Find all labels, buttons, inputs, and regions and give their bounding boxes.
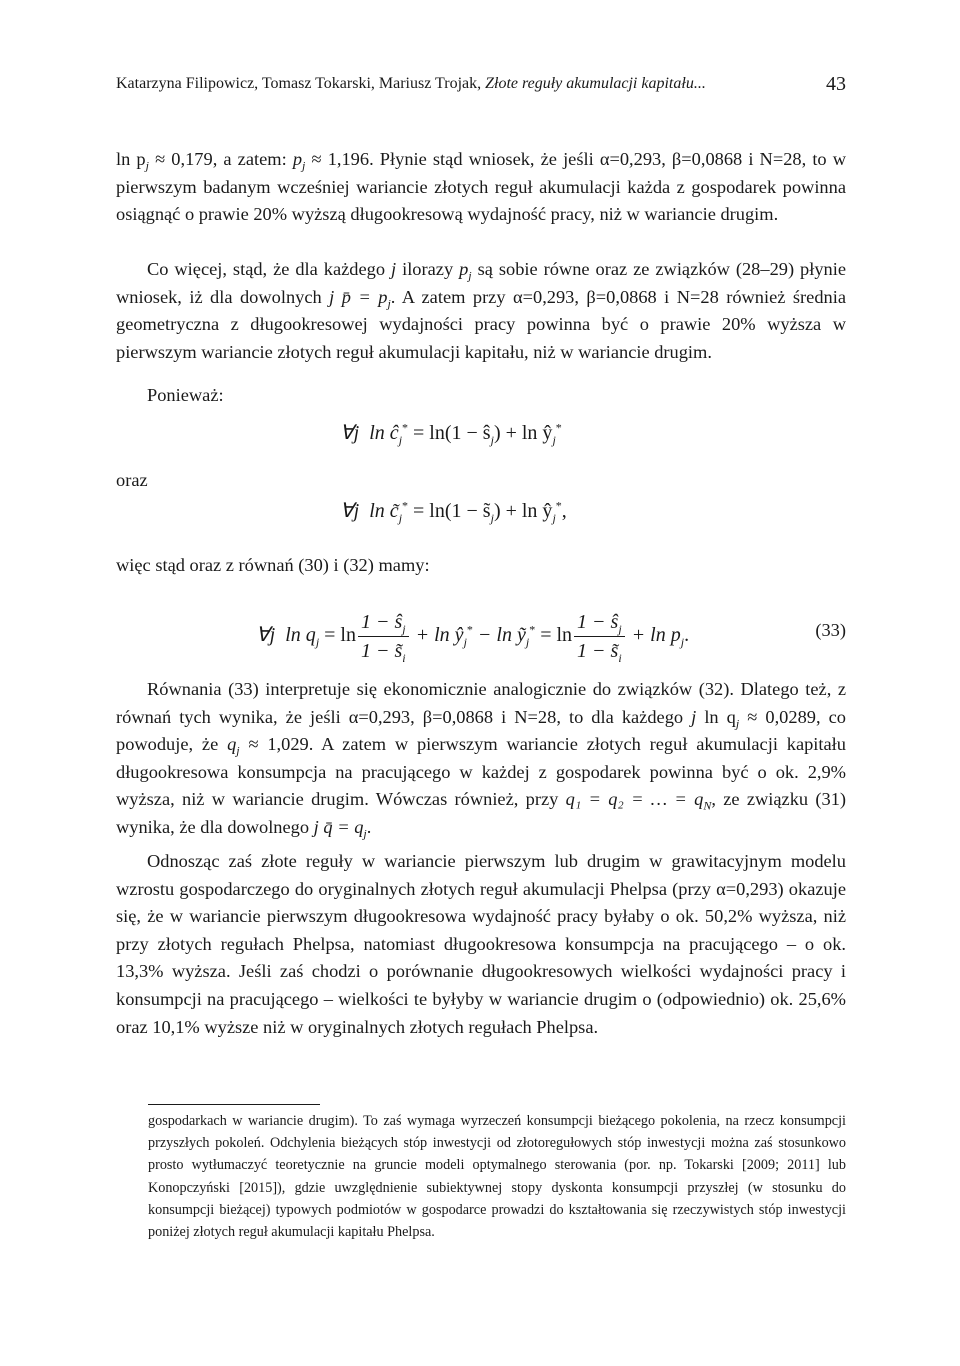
superscript: * (466, 622, 473, 637)
eq-term: ) + ln ŷ (493, 422, 553, 444)
text-run: . (366, 816, 372, 837)
formula-approx: ≈ 0,179 (155, 149, 213, 169)
subscript: j (398, 511, 403, 525)
running-header (116, 70, 846, 98)
variable-j: j (313, 816, 319, 837)
formula-approx: ≈ 1,029 (248, 734, 309, 755)
label-oraz: oraz (116, 470, 148, 490)
inline-formula (565, 789, 712, 814)
eq-term: = ln(1 − s̃ (413, 500, 491, 522)
formula-ln-p: ln p (116, 149, 146, 169)
equation-number: (33) (815, 620, 846, 640)
inline-formula (227, 734, 309, 758)
eq-term: − ln ỹ (477, 624, 526, 646)
eq-term: 1 − s̃ (361, 639, 403, 662)
formula-q: q (227, 734, 237, 755)
subscript: j (618, 621, 622, 636)
fraction-denominator (358, 637, 409, 664)
text-run: Równania (33) interpretuje się ekonomicznie analogicznie do związków (32). Dlatego też, z równań tych wynika, że jeśli α=0,293, β=0,0868 i N=28, to dla każdego (116, 679, 846, 727)
subscript: j (735, 716, 740, 731)
text-run: Ponieważ: (147, 385, 224, 405)
inline-formula (704, 706, 816, 731)
eq-term: . (684, 624, 690, 646)
inline-formula (116, 149, 213, 173)
equation-33 (256, 600, 689, 670)
inline-formula (292, 149, 370, 173)
eq-term: = ln (540, 624, 573, 646)
subscript: j (490, 511, 494, 525)
variable-j: j (391, 259, 397, 279)
subscript: j (315, 635, 320, 649)
formula-ln-q: ln q (704, 706, 736, 727)
text-run: , ze związku (31) wynika, że dla dowolnego (116, 789, 847, 837)
superscript: * (529, 622, 536, 637)
subscript: j (552, 433, 556, 447)
fraction (358, 609, 409, 664)
forall-symbol: ∀j (340, 500, 360, 522)
subscript: i (402, 650, 406, 665)
footnote-divider (148, 1104, 320, 1105)
eq-term: 1 − s̃ (577, 639, 619, 662)
page (116, 0, 846, 1366)
text-run: . Płynie stąd wniosek, że jeśli α=0,293, β=0,0868 i N=28, to w pierwszym badanym wcześniej wariancie złotych reguł akumulacji każda z gospodarek powinna osiągnąć o prawie 20% wyższą długookresową wydajność pracy, niż w wariancie drugim. (116, 149, 847, 225)
formula-q-equal: q₁ = q₂ = … = q (565, 789, 704, 810)
variable-j: j (691, 706, 697, 727)
subscript: N (703, 799, 712, 814)
paragraph-6 (116, 848, 846, 1041)
variable-j: j (329, 286, 335, 307)
eq-term: , (561, 500, 567, 522)
formula-approx: ≈ 1,196 (311, 149, 370, 169)
subscript: j (468, 268, 472, 283)
eq-term: + ln ŷ (415, 624, 464, 646)
paragraph-1 (116, 146, 846, 229)
paragraph-2 (116, 256, 846, 366)
eq-term: = ln (324, 624, 356, 646)
footnote: gospodarkach w wariancie drugim). To zaś wymaga wyrzeczeń konsumpcji bieżącego pokolenia, na rzecz konsumpcji przyszłych pokoleń. Odchylenia bieżących stóp inwestycji od złotoregułowych stóp inwestycji można zaś stosunkowo prosto wytłumaczyć teoretycznie na gruncie modeli optymalnego sterowania (por. np. Tokarski [2009; 2011] lub Konopczyński [2015]), gdzie uwzględnienie subiektywnej stopy dyskonta konsumpcji przyszłej (w stosunku do konsumpcji bieżącej) typowych podmiotów w gospodarce prowadzi do kształtowania się rzeczywistych stóp inwestycji poniżej złotych reguł akumulacji kapitału Phelpsa. (148, 1113, 846, 1241)
text-run: Odnosząc zaś złote reguły w wariancie pierwszym lub drugim w grawitacyjnym modelu wzrostu gospodarczego do oryginalnych złotych reguł akumulacji Phelpsa (przy α=0,293) okazuje się, że w wariancie pierwszym długookresowa wydajność pracy byłaby o ok. 50,2% wyższa, niż przy złotych regułach Phelpsa, natomiast długookresowa konsumpcja na pracującego – o ok. 13,3% wyższa. Jeśli zaś chodzi o porównanie długookresowych wielkości wydajności pracy i konsumpcji na pracującego – wielkości te byłyby w wariancie drugim o (odpowiednio) ok. 25,6% oraz 10,1% wyższe niż w oryginalnych złotych regułach Phelpsa. (116, 851, 846, 1037)
paragraph-4 (116, 552, 846, 580)
superscript: * (555, 498, 562, 513)
subscript: j (552, 511, 556, 525)
page-number: 43 (826, 73, 846, 95)
formula-qbar: q̄ = q (323, 816, 364, 837)
eq-term: 1 − ŝ (361, 610, 403, 633)
subscript: j (398, 433, 403, 447)
inline-formula (341, 286, 391, 311)
subscript: j (402, 621, 406, 636)
paragraph-3 (116, 382, 846, 410)
formula-p: p (292, 149, 303, 169)
superscript: * (402, 420, 409, 435)
header-authors: Katarzyna Filipowicz, Tomasz Tokarski, Mariusz Trojak, (116, 75, 482, 92)
text-run: są sobie równe oraz ze związków (28–29) płynie wniosek, iż dla dowolnych (116, 259, 846, 307)
equation-1 (340, 420, 562, 445)
subscript: j (363, 826, 367, 841)
formula-approx: ≈ 0,0289 (747, 706, 816, 727)
variable-p: p (459, 259, 469, 279)
text-run: Co więcej, stąd, że dla każdego (147, 259, 386, 279)
forall-symbol: ∀j (340, 422, 360, 444)
header-title: Złote reguły akumulacji kapitału... (485, 75, 706, 92)
subscript: j (236, 743, 240, 758)
formula-pbar: p̄ = p (341, 286, 388, 307)
subscript: j (302, 158, 306, 173)
subscript: j (525, 635, 530, 649)
text-run: . A zatem w pierwszym wariancie złotych reguł akumulacji kapitału długookresowa konsumpcja na pracującego w każdej z gospodarek powinna być o ok. 2,9% wyższa, niż w wariancie drugim. Wówczas również, przy (116, 734, 846, 810)
subscript: j (145, 158, 149, 173)
eq-term: ln q (285, 624, 316, 646)
fraction-numerator (574, 609, 625, 637)
subscript: i (618, 650, 622, 665)
eq-term: ) + ln ŷ (493, 500, 553, 522)
subscript: j (680, 635, 685, 649)
text-run: , co powoduje, że (116, 706, 846, 755)
fraction-numerator (358, 609, 409, 637)
eq-term: = ln(1 − ŝ (413, 422, 491, 444)
paragraph-5 (116, 676, 846, 842)
subscript: j (387, 296, 391, 311)
subscript: j (490, 433, 494, 447)
text-run: . A zatem przy α=0,293, β=0,0868 i N=28 również średnia geometryczna z długookresowej wydajności pracy powinna być o prawie 20% wyższa w pierwszym wariancie złotych reguł akumulacji kapitału, niż w wariancie drugim. (116, 286, 846, 362)
text-run: ilorazy (402, 259, 454, 279)
text-run: , a zatem: (212, 149, 287, 169)
superscript: * (555, 420, 562, 435)
fraction (574, 609, 625, 664)
inline-formula (323, 816, 367, 841)
subscript: j (463, 635, 467, 649)
text-run: więc stąd oraz z równań (30) i (32) mamy: (116, 555, 430, 575)
fraction-denominator (574, 637, 625, 664)
eq-term: ln ĉ (369, 422, 399, 444)
superscript: * (402, 498, 409, 513)
eq-term: + ln p (631, 624, 681, 646)
eq-term: ln c̃ (369, 500, 399, 522)
eq-term: 1 − ŝ (577, 610, 619, 633)
equation-2 (340, 498, 567, 523)
forall-symbol: ∀j (256, 624, 276, 646)
